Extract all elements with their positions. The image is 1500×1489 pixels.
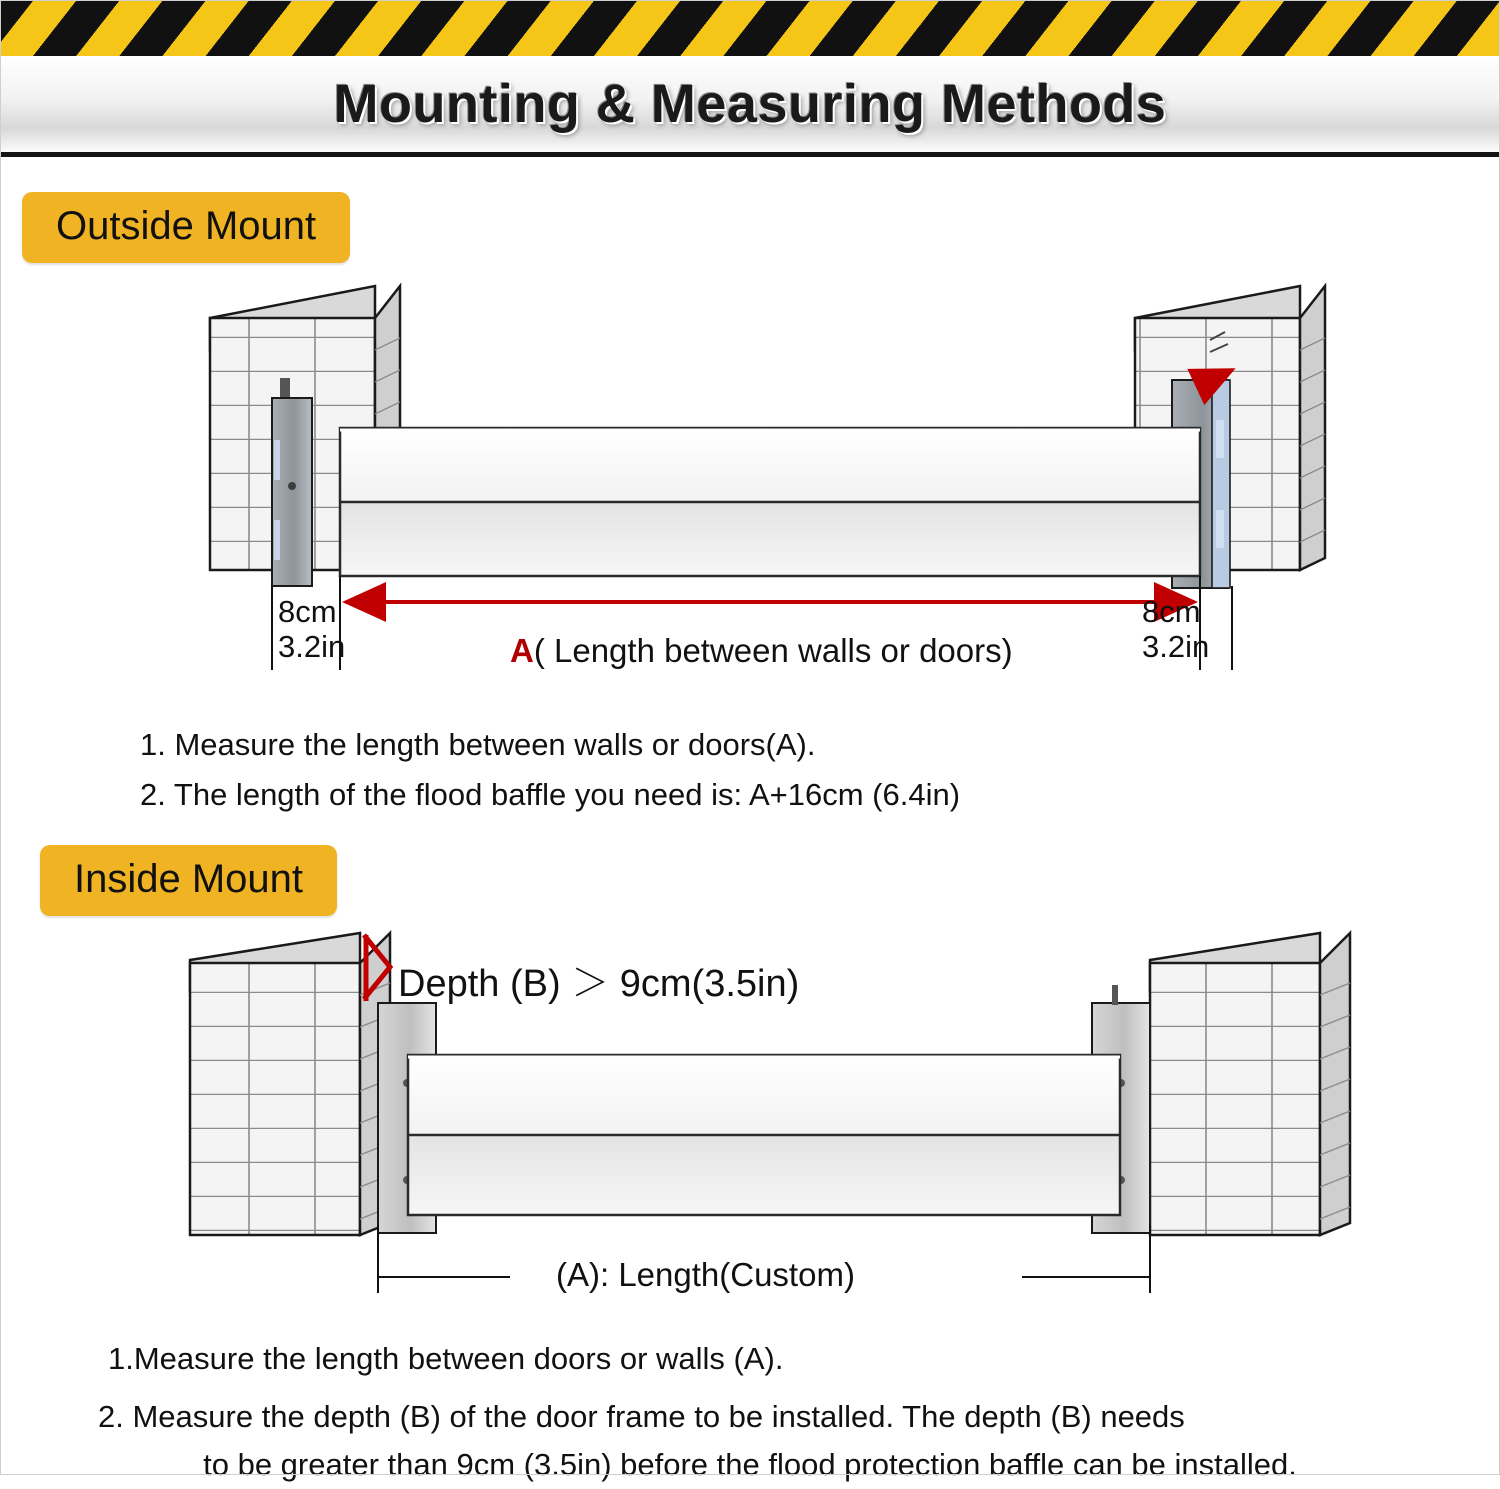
outside-mount-steps [140,720,960,820]
inside-depth-note [398,952,799,1007]
outside-span-caption [510,632,1013,670]
outside-right-dimension-in: 3.2in [1142,628,1210,664]
inside-right-wall-brick [1150,933,1350,1235]
span-marker-a: A [510,632,534,669]
section-label-outside-mount [22,192,350,263]
inside-step-2: 2. Measure the depth (B) of the door frame to be installed. The depth (B) needs [98,1399,1185,1435]
flood-baffle-panel [340,428,1200,576]
outside-step-2: 2. The length of the flood baffle you need is: A+16cm (6.4in) [140,777,961,813]
page-title: Mounting & Measuring Methods [333,74,1167,134]
outside-left-dimension-cm: 8cm [278,594,337,629]
span-caption-text: ( Length between walls or doors) [533,632,1013,669]
depth-value: 9cm(3.5in) [619,963,800,1005]
depth-label: Depth (B) [398,963,561,1005]
inside-span-caption: (A): Length(Custom) [556,1256,855,1293]
outside-mount-pill-label: Outside Mount [22,192,350,263]
outside-step-1: 1. Measure the length between walls or doors(A). [140,727,816,762]
inside-flood-baffle-panel [408,1055,1120,1215]
inside-step-1: 1.Measure the length between doors or walls (A). [108,1341,784,1376]
header-band [0,0,1500,158]
title-bar [0,56,1500,157]
inside-mount-steps [40,1335,1460,1489]
outside-right-dimension [1142,595,1209,664]
outside-left-dimension-in: 3.2in [278,628,346,664]
outside-right-dimension-cm: 8cm [1142,594,1201,629]
inside-mount-pill-label: Inside Mount [40,845,337,916]
outside-left-dimension [278,595,345,664]
left-mount-bracket [272,378,312,586]
hazard-stripe-icon [0,0,1500,59]
depth-compare-symbol: ＞ [571,963,610,1005]
section-label-inside-mount [40,845,337,916]
inside-step-2-cont: to be greater than 9cm (3.5in) before the flood protection baffle can be installed. [203,1447,1297,1483]
inside-left-wall-brick [190,933,390,1235]
